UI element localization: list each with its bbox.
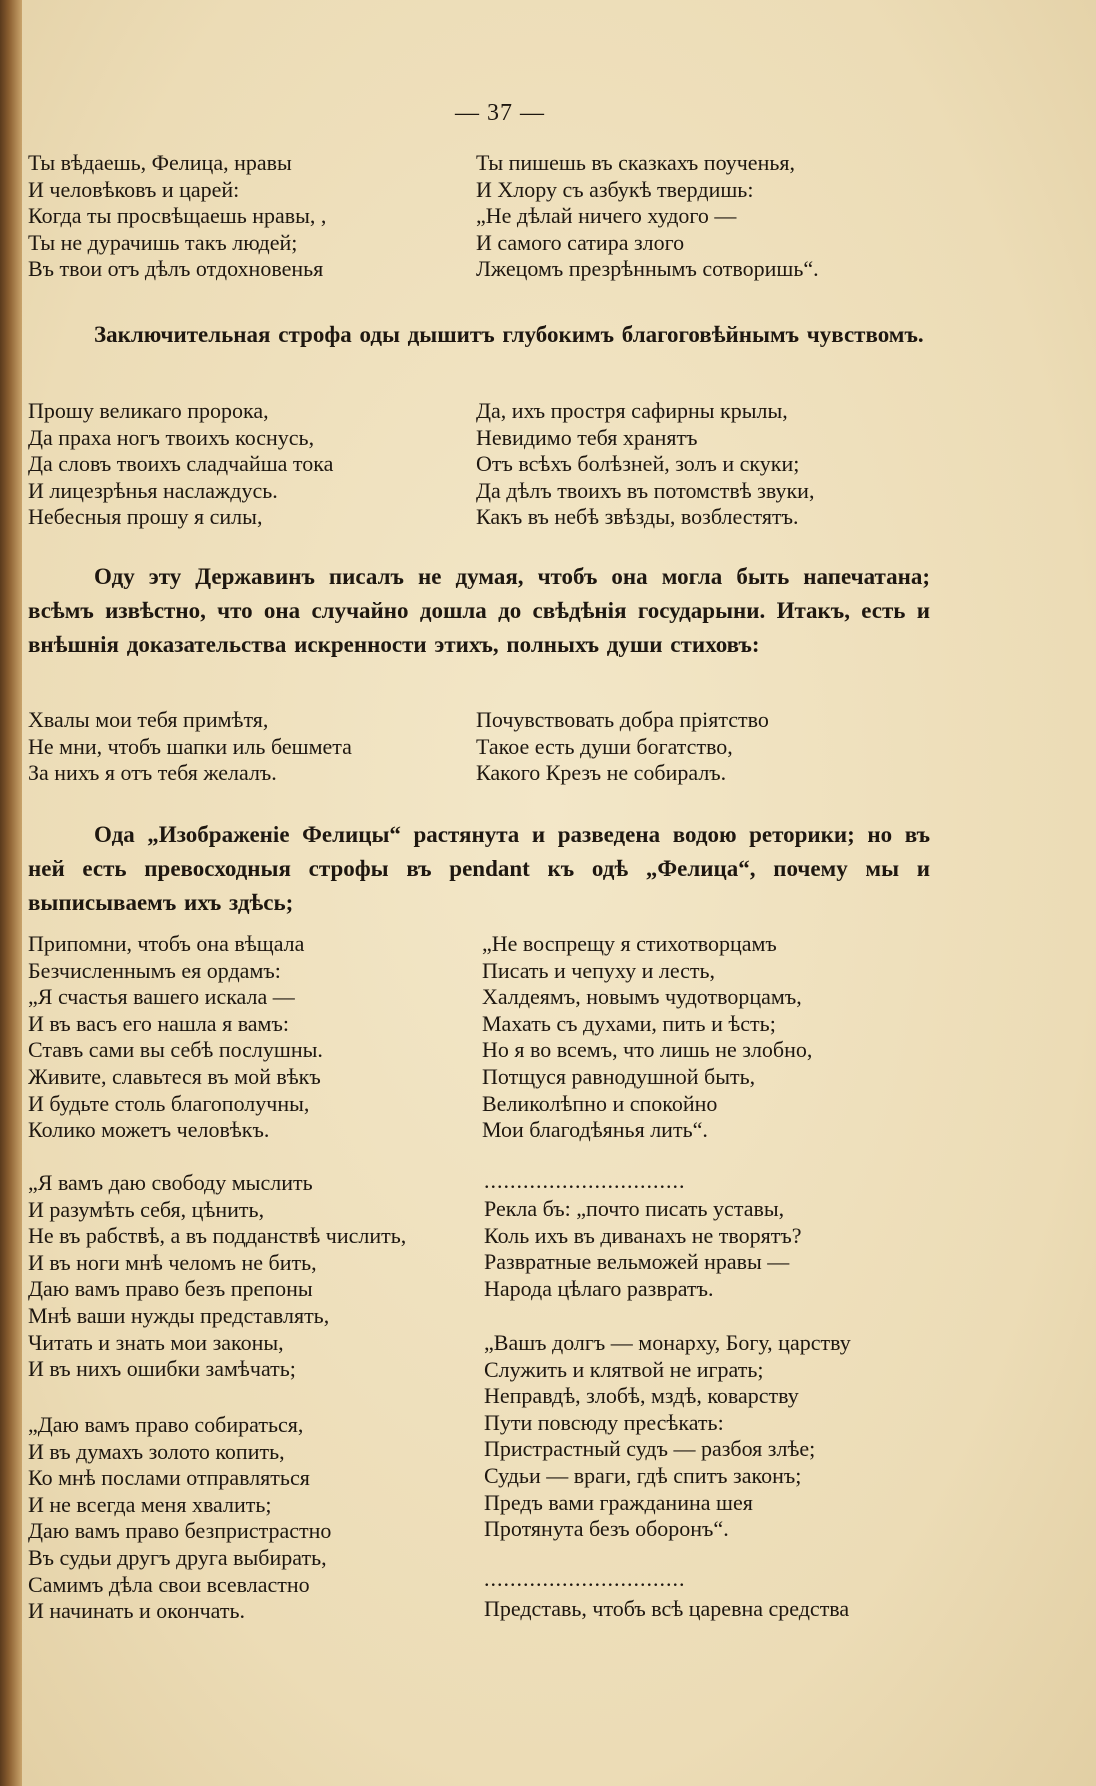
verse-line: Ты не дурачишь такъ людей; — [28, 229, 298, 255]
verse-line: Ты пишешь въ сказкахъ поученья, — [476, 150, 795, 175]
verse-line: Почувствовать добра пріятство — [476, 707, 769, 732]
verse-line: Мои благодѣянья лить“. — [482, 1117, 708, 1143]
verse-line: Живите, славьтеся въ мой вѣкъ — [28, 1063, 321, 1089]
verse-line: Служить и клятвой не играть; — [484, 1356, 764, 1382]
verse-line: Даю вамъ право безпристрастно — [28, 1518, 332, 1544]
paragraph-1-text: Заключительная строфа оды дышитъ глубокимъ благоговѣйнымъ чувствомъ. — [94, 322, 924, 347]
verse-line: Великолѣпно и спокойно — [482, 1090, 718, 1116]
verse-line: Небесныя прошу я силы, — [28, 504, 263, 530]
verse-line: Развратные вельможей нравы — — [484, 1249, 790, 1275]
page-binding-edge — [0, 0, 22, 1786]
verse-line: Когда ты просвѣщаешь нравы, , — [28, 203, 327, 229]
verse-line: Коль ихъ въ диванахъ не творятъ? — [484, 1222, 802, 1248]
verse-line: Въ судьи другъ друга выбирать, — [28, 1544, 327, 1570]
verse-line: Самимъ дѣла свои всевластно — [28, 1571, 310, 1597]
verse-line: Какого Крезъ не собиралъ. — [476, 760, 727, 786]
verse-line: Прошу великаго пророка, — [28, 398, 269, 423]
verse-line: Потщуся равнодушной быть, — [482, 1063, 756, 1089]
verse-line: Ставъ сами вы себѣ послушны. — [28, 1037, 323, 1063]
verse-line: Предъ вами гражданина шея — [484, 1489, 753, 1515]
verse-line: И Хлору съ азбукѣ твердишь: — [476, 176, 754, 202]
verse-line: „Вашъ долгъ — монарху, Богу, царству — [484, 1330, 851, 1355]
stanza-6-right — [484, 1330, 851, 1543]
paragraph-2 — [28, 560, 930, 662]
stanza-2-left — [28, 398, 333, 531]
verse-line: Протянута безъ оборонъ“. — [484, 1516, 729, 1542]
verse-line: Пути повсюду пресѣкать: — [484, 1409, 724, 1435]
verse-line: И будьте столь благополучны, — [28, 1090, 310, 1116]
paragraph-3-text: Ода „Изображеніе Фелицы“ растянута и разведена водою реторики; но въ ней есть превосходныя строфы въ pendant къ одѣ „Фелица“, почему мы и выписываемъ ихъ здѣсь; — [28, 822, 930, 915]
verse-line: Да праха ногъ твоихъ коснусь, — [28, 424, 315, 450]
stanza-1-right — [476, 150, 819, 283]
verse-line: Припомни, чтобъ она вѣщала — [28, 931, 305, 956]
page-number: — 37 — — [455, 100, 545, 126]
verse-line: И разумѣть себя, цѣнить, — [28, 1196, 265, 1222]
verse-line: Не въ рабствѣ, а въ подданствѣ числить, — [28, 1223, 407, 1249]
verse-line: Представь, чтобъ всѣ царевна средства — [484, 1596, 850, 1621]
paragraph-3 — [28, 818, 930, 920]
verse-line: Колико можетъ человѣкъ. — [28, 1117, 270, 1143]
stanza-3-right — [476, 707, 769, 787]
verse-line: „Я вамъ даю свободу мыслить — [28, 1170, 313, 1195]
verse-line: И лицезрѣнья наслаждусь. — [28, 477, 278, 503]
ellipsis-divider-2: ............................... — [484, 1566, 686, 1591]
verse-line: И въ ноги мнѣ челомъ не бить, — [28, 1249, 317, 1275]
stanza-5-left — [28, 1170, 406, 1383]
verse-line: Читать и знать мои законы, — [28, 1329, 284, 1355]
verse-line: Даю вамъ право безъ препоны — [28, 1276, 313, 1302]
verse-line: Невидимо тебя хранятъ — [476, 424, 698, 450]
verse-line: Такое есть души богатство, — [476, 733, 733, 759]
paragraph-2-text: Оду эту Державинъ писалъ не думая, чтобъ она могла быть напечатана; всѣмъ извѣстно, что она случайно дошла до свѣдѣнія государыни. Итакъ, есть и внѣшнія доказательства искренности этихъ, полныхъ души стиховъ: — [28, 564, 930, 657]
verse-line: Ты вѣдаешь, Фелица, нравы — [28, 150, 292, 175]
stanza-1-left — [28, 150, 326, 283]
verse-line: Халдеямъ, новымъ чудотворцамъ, — [482, 984, 802, 1010]
stanza-6-left — [28, 1412, 331, 1625]
verse-line: „Я счастья вашего искала — — [28, 984, 295, 1010]
verse-line: Отъ всѣхъ болѣзней, золъ и скуки; — [476, 451, 800, 477]
verse-line: За нихъ я отъ тебя желалъ. — [28, 760, 277, 786]
verse-line: Но я во всемъ, что лишь не злобно, — [482, 1037, 813, 1063]
verse-line: Судьи — враги, гдѣ спитъ законъ; — [484, 1462, 802, 1488]
paragraph-1 — [28, 318, 930, 352]
stanza-5-right — [484, 1196, 802, 1302]
verse-line: Мнѣ ваши нужды представлять, — [28, 1302, 330, 1328]
verse-line: Махать съ духами, пить и ѣсть; — [482, 1010, 776, 1036]
verse-line: Какъ въ небѣ звѣзды, возблестятъ. — [476, 504, 799, 530]
verse-line: Народа цѣлаго развратъ. — [484, 1275, 714, 1301]
verse-line: Пристрастный судъ — разбоя злѣе; — [484, 1436, 816, 1462]
verse-line: И самого сатира злого — [476, 229, 685, 255]
verse-line: Неправдѣ, злобѣ, мздѣ, коварству — [484, 1383, 799, 1409]
verse-line: И въ васъ его нашла я вамъ: — [28, 1010, 289, 1036]
ellipsis-divider-1: ............................... — [484, 1168, 686, 1193]
verse-line: Лжецомъ презрѣннымъ сотворишь“. — [476, 256, 819, 282]
verse-line: „Даю вамъ право собираться, — [28, 1412, 304, 1437]
stanza-3-left — [28, 707, 352, 787]
verse-line: Писать и чепуху и лесть, — [482, 957, 716, 983]
verse-line: И въ думахъ золото копить, — [28, 1438, 285, 1464]
verse-line: И начинать и окончать. — [28, 1598, 246, 1624]
verse-line: И въ нихъ ошибки замѣчать; — [28, 1356, 296, 1382]
verse-line: Да словъ твоихъ сладчайша тока — [28, 451, 334, 477]
verse-line: Ко мнѣ послами отправляться — [28, 1465, 310, 1491]
verse-line: „Не дѣлай ничего худого — — [476, 203, 737, 229]
stanza-6-right-last — [484, 1596, 849, 1623]
verse-line: И человѣковъ и царей: — [28, 176, 240, 202]
verse-line: Въ твои отъ дѣлъ отдохновенья — [28, 256, 324, 282]
verse-line: Не мни, чтобъ шапки иль бешмета — [28, 733, 352, 759]
stanza-4-left — [28, 931, 323, 1144]
verse-line: Хвалы мои тебя примѣтя, — [28, 707, 269, 732]
verse-line: Да, ихъ простря сафирны крылы, — [476, 398, 788, 423]
stanza-2-right — [476, 398, 814, 531]
verse-line: „Не воспрещу я стихотворцамъ — [482, 931, 777, 956]
verse-line: Безчисленнымъ ея ордамъ: — [28, 957, 281, 983]
verse-line: Рекла бъ: „почто писать уставы, — [484, 1196, 785, 1221]
verse-line: Да дѣлъ твоихъ въ потомствѣ звуки, — [476, 477, 815, 503]
stanza-4-right — [482, 931, 812, 1144]
verse-line: И не всегда меня хвалить; — [28, 1491, 272, 1517]
